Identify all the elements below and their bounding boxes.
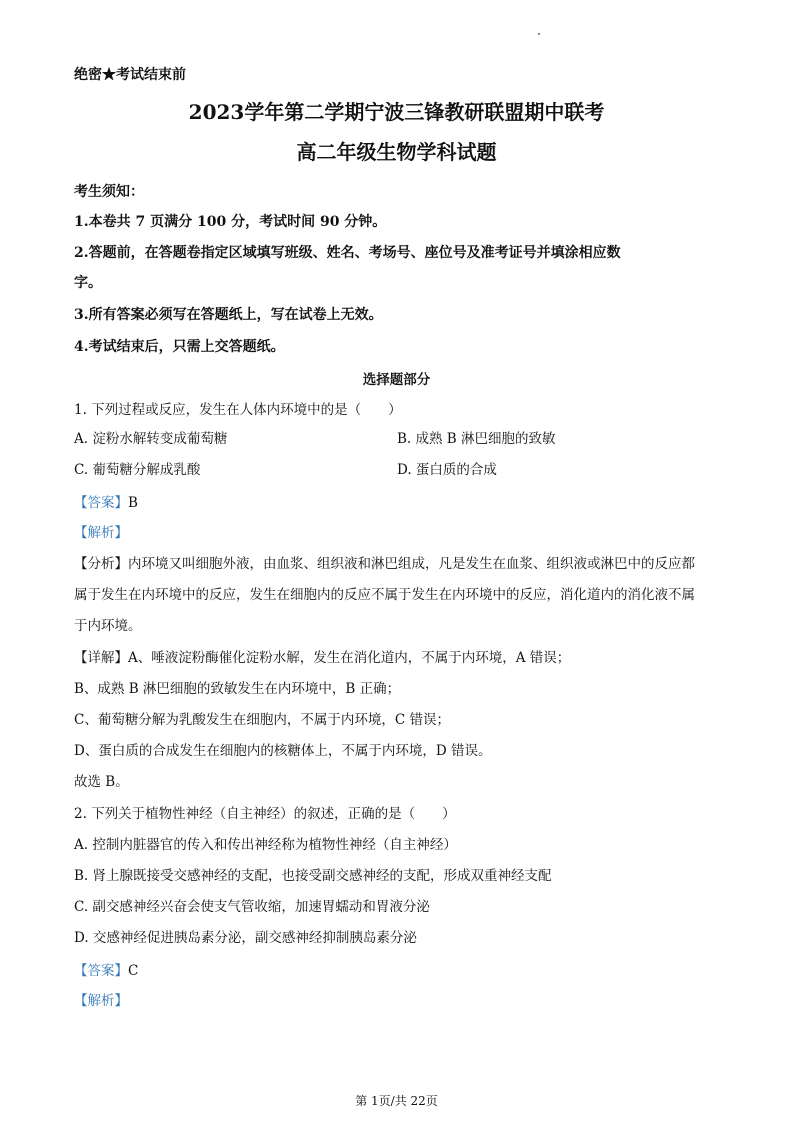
- notice-heading: 考生须知：: [74, 184, 144, 200]
- answer-tag-open: 【: [74, 963, 88, 979]
- q2-option-c: C. 副交感神经兴奋会使支气管收缩，加速胃蠕动和胃液分泌: [74, 899, 430, 915]
- q1-conclusion: 故选 B。: [74, 774, 129, 790]
- exam-title: 2023学年第二学期宁波三锋教研联盟期中联考: [188, 100, 605, 124]
- q1-analysis-1: 【分析】内环境又叫细胞外液，由血浆、组织液和淋巴组成，凡是发生在血浆、组织液或淋巴中的反应都: [74, 556, 695, 572]
- q1-detail-3: C、葡萄糖分解为乳酸发生在细胞内，不属于内环境，C 错误；: [74, 712, 450, 728]
- q2-stem: 2. 下列关于植物性神经（自主神经）的叙述，正确的是（ ）: [74, 806, 456, 822]
- q2-option-a: A. 控制内脏器官的传入和传出神经称为植物性神经（自主神经）: [74, 837, 457, 853]
- answer-tag-close: 】: [114, 963, 128, 979]
- q1-analysis-3: 于内环境。: [74, 618, 142, 634]
- answer-tag-open: 【: [74, 495, 88, 511]
- q2-analysis-tag: 【解析】: [74, 993, 128, 1009]
- page-number: 第 1页/共 22页: [355, 1094, 438, 1108]
- q1-detail-1: 【详解】A、唾液淀粉酶催化淀粉水解，发生在消化道内，不属于内环境，A 错误；: [74, 650, 571, 666]
- q2-option-d: D. 交感神经促进胰岛素分泌，副交感神经抑制胰岛素分泌: [74, 930, 417, 946]
- notice-item-4: 4.考试结束后，只需上交答题纸。: [74, 339, 285, 355]
- q2-answer-line: [74, 962, 138, 980]
- section-title: 选择题部分: [362, 372, 431, 388]
- q1-detail-2: B、成熟 B 淋巴细胞的致敏发生在内环境中，B 正确；: [74, 681, 401, 697]
- notice-item-1: 1.本卷共 7 页满分 100 分，考试时间 90 分钟。: [74, 214, 387, 230]
- q1-detail-4: D、蛋白质的合成发生在细胞内的核糖体上，不属于内环境，D 错误。: [74, 743, 492, 759]
- q1-analysis-2: 属于发生在内环境中的反应，发生在细胞内的反应不属于发生在内环境中的反应，消化道内的消化液不属: [74, 587, 695, 603]
- exam-subtitle: 高二年级生物学科试题: [296, 140, 497, 164]
- answer-tag-close: 】: [114, 495, 128, 511]
- q2-option-b: B. 肾上腺既接受交感神经的支配，也接受副交感神经的支配，形成双重神经支配: [74, 868, 552, 884]
- q1-stem: 1. 下列过程或反应，发生在人体内环境中的是（ ）: [74, 402, 402, 418]
- q1-option-c: C. 葡萄糖分解成乳酸: [74, 462, 201, 478]
- q1-option-b: B. 成熟 B 淋巴细胞的致敏: [397, 431, 556, 447]
- q1-option-d: D. 蛋白质的合成: [397, 462, 497, 478]
- notice-item-3: 3.所有答案必须写在答题纸上，写在试卷上无效。: [74, 307, 383, 323]
- q1-answer-line: [74, 494, 138, 512]
- answer-tag: 答案: [87, 495, 115, 511]
- notice-item-2-cont: 字。: [74, 275, 102, 291]
- confidential-label: 绝密★考试结束前: [74, 67, 186, 83]
- answer-tag: 答案: [87, 963, 115, 979]
- q1-answer-value: B: [128, 495, 138, 511]
- q1-option-a: A. 淀粉水解转变成葡萄糖: [74, 431, 228, 447]
- notice-item-2: 2.答题前，在答题卷指定区域填写班级、姓名、考场号、座位号及准考证号并填涂相应数: [74, 245, 621, 261]
- q2-answer-value: C: [128, 963, 139, 979]
- speck: [538, 33, 540, 35]
- q1-analysis-tag: 【解析】: [74, 525, 128, 541]
